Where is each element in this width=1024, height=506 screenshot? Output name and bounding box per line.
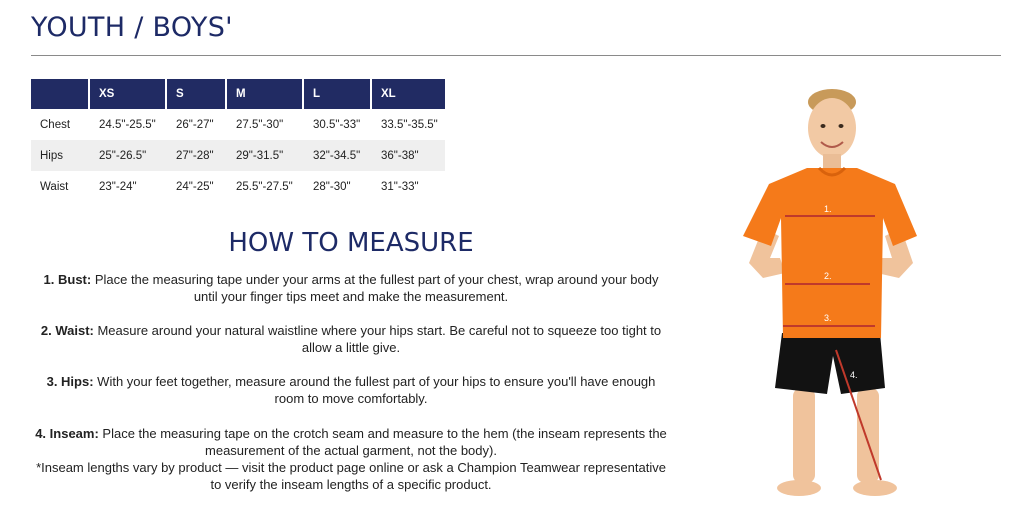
table-cell: 27.5"-30" xyxy=(236,118,284,131)
instruction-inseam xyxy=(31,425,671,493)
instruction-text: With your feet together, measure around the fullest part of your hips to ensure you'll have enough room to move comfortably. xyxy=(93,374,656,406)
size-header-xl: XL xyxy=(372,79,445,109)
table-cell: 27"-28" xyxy=(167,140,227,171)
table-cell: 29"-31.5" xyxy=(227,140,304,171)
boy-measurement-figure xyxy=(735,88,925,500)
table-cell: 32"-34.5" xyxy=(304,140,372,171)
marker-hips: 3. xyxy=(824,313,832,323)
marker-waist: 2. xyxy=(824,271,832,281)
table-cell: 30.5"-33" xyxy=(313,118,361,131)
table-row xyxy=(31,140,445,171)
size-header-s: S xyxy=(167,79,227,109)
table-cell: 24.5"-25.5" xyxy=(99,118,156,131)
table-cell: 23"-24" xyxy=(99,180,137,193)
instruction-waist xyxy=(31,322,671,356)
table-cell: 36"-38" xyxy=(372,140,445,171)
boy-illustration xyxy=(743,89,917,496)
instruction-label: 2. Waist: xyxy=(40,323,94,338)
instruction-text: Place the measuring tape under your arms at the fullest part of your chest, wrap around your body until your finger tips meet and make the measurement. xyxy=(91,272,659,304)
size-header-blank xyxy=(31,79,90,109)
instruction-label: 4. Inseam: xyxy=(35,426,99,441)
size-header-l: L xyxy=(304,79,372,109)
row-label-chest: Chest xyxy=(40,118,71,131)
table-cell: 31"-33" xyxy=(381,180,419,193)
size-header-m: M xyxy=(227,79,304,109)
instruction-text: Measure around your natural waistline where your hips start. Be careful not to squeeze too tight to allow a little give. xyxy=(93,323,662,355)
instruction-bust xyxy=(31,271,671,305)
marker-bust: 1. xyxy=(824,204,832,214)
how-to-measure-title: HOW TO MEASURE xyxy=(228,228,474,258)
table-row xyxy=(31,171,445,202)
table-cell: 33.5"-35.5" xyxy=(381,118,438,131)
table-cell: 25"-26.5" xyxy=(90,140,167,171)
row-label-waist: Waist xyxy=(40,180,69,193)
marker-inseam: 4. xyxy=(850,370,858,380)
table-cell: 26"-27" xyxy=(176,118,214,131)
inseam-note: *Inseam lengths vary by product — visit the product page online or ask a Champion Teamwear representative to verify the inseam lengths of a specific product. xyxy=(36,460,666,492)
title-divider xyxy=(31,55,1001,56)
table-cell: 25.5"-27.5" xyxy=(236,180,293,193)
page-title: YOUTH / BOYS' xyxy=(31,12,233,43)
instruction-label: 3. Hips: xyxy=(46,374,94,389)
size-header-xs: XS xyxy=(90,79,167,109)
size-chart-table xyxy=(31,79,445,202)
size-header-row xyxy=(31,79,445,109)
table-row xyxy=(31,109,445,140)
row-label-hips: Hips xyxy=(31,140,90,171)
table-cell: 24"-25" xyxy=(176,180,214,193)
instruction-label: 1. Bust: xyxy=(43,272,92,287)
instruction-text: Place the measuring tape on the crotch seam and measure to the hem (the inseam represents the measurement of the actual garment, not the body). xyxy=(98,426,667,458)
table-cell: 28"-30" xyxy=(313,180,351,193)
instruction-hips xyxy=(31,373,671,407)
